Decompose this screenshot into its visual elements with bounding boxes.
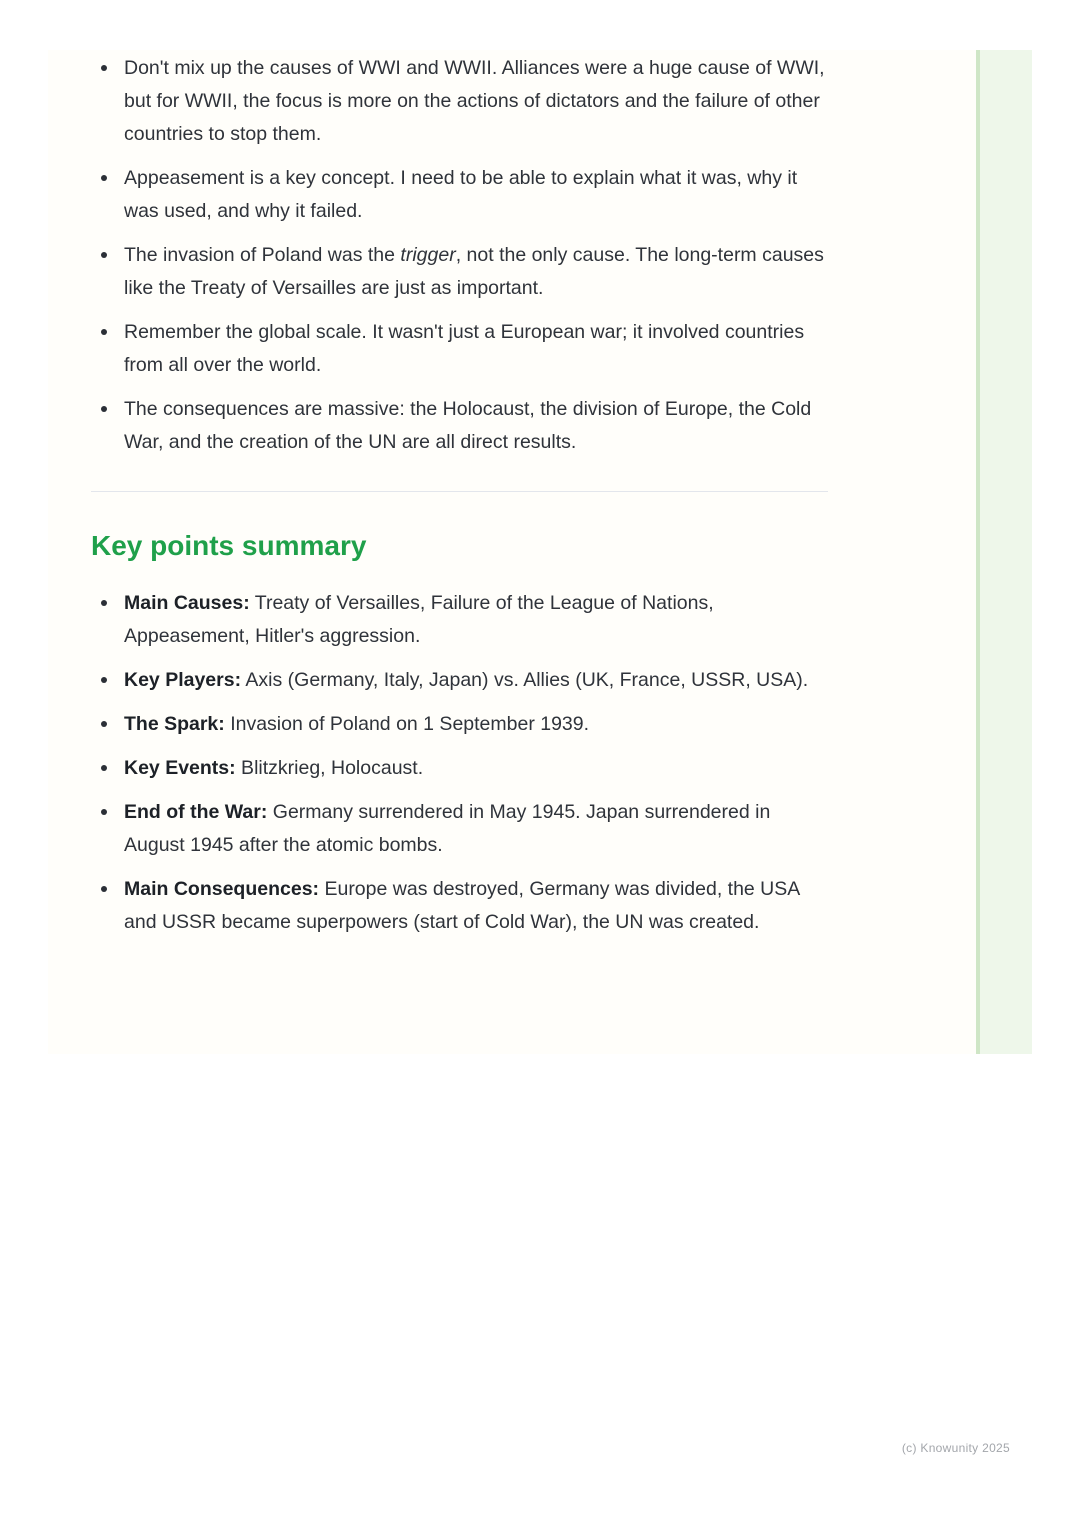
- summary-heading: Key points summary: [91, 530, 367, 561]
- summary-item: Main Causes: Treaty of Versailles, Failure of the League of Nations, Appeasement, Hitler's aggression.: [91, 587, 828, 653]
- summary-label: Main Causes:: [124, 592, 250, 614]
- summary-item: End of the War: Germany surrendered in May 1945. Japan surrendered in August 1945 after the atomic bombs.: [91, 796, 828, 862]
- summary-item: The Spark: Invasion of Poland on 1 September 1939.: [91, 708, 828, 741]
- summary-item: Key Players: Axis (Germany, Italy, Japan) vs. Allies (UK, France, USSR, USA).: [91, 664, 828, 697]
- copyright-footer: (c) Knowunity 2025: [901, 1441, 1010, 1455]
- emphasis-text: trigger: [400, 244, 456, 266]
- tip-item: Don't mix up the causes of WWI and WWII. Alliances were a huge cause of WWI, but for WWII, the focus is more on the actions of dictators and the failure of other countries to stop them.: [91, 52, 828, 151]
- summary-item: Key Events: Blitzkrieg, Holocaust.: [91, 752, 828, 785]
- summary-label: End of the War:: [124, 801, 268, 823]
- tips-list: [91, 52, 828, 459]
- tip-item: The invasion of Poland was the trigger, not the only cause. The long-term causes like the Treaty of Versailles are just as important.: [91, 239, 828, 305]
- summary-item: Main Consequences: Europe was destroyed, Germany was divided, the USA and USSR became superpowers (start of Cold War), the UN was created.: [91, 873, 828, 939]
- summary-label: The Spark:: [124, 713, 225, 735]
- tip-item: Remember the global scale. It wasn't just a European war; it involved countries from all over the world.: [91, 316, 828, 382]
- side-accent-bar: [976, 50, 1032, 1054]
- section-divider: [91, 491, 828, 492]
- summary-label: Main Consequences:: [124, 878, 320, 900]
- summary-list: [91, 587, 828, 939]
- document-content: [91, 52, 828, 939]
- summary-label: Key Players:: [124, 669, 242, 691]
- tip-item: Appeasement is a key concept. I need to be able to explain what it was, why it was used, and why it failed.: [91, 162, 828, 228]
- summary-label: Key Events:: [124, 757, 236, 779]
- tip-item: The consequences are massive: the Holocaust, the division of Europe, the Cold War, and the creation of the UN are all direct results.: [91, 393, 828, 459]
